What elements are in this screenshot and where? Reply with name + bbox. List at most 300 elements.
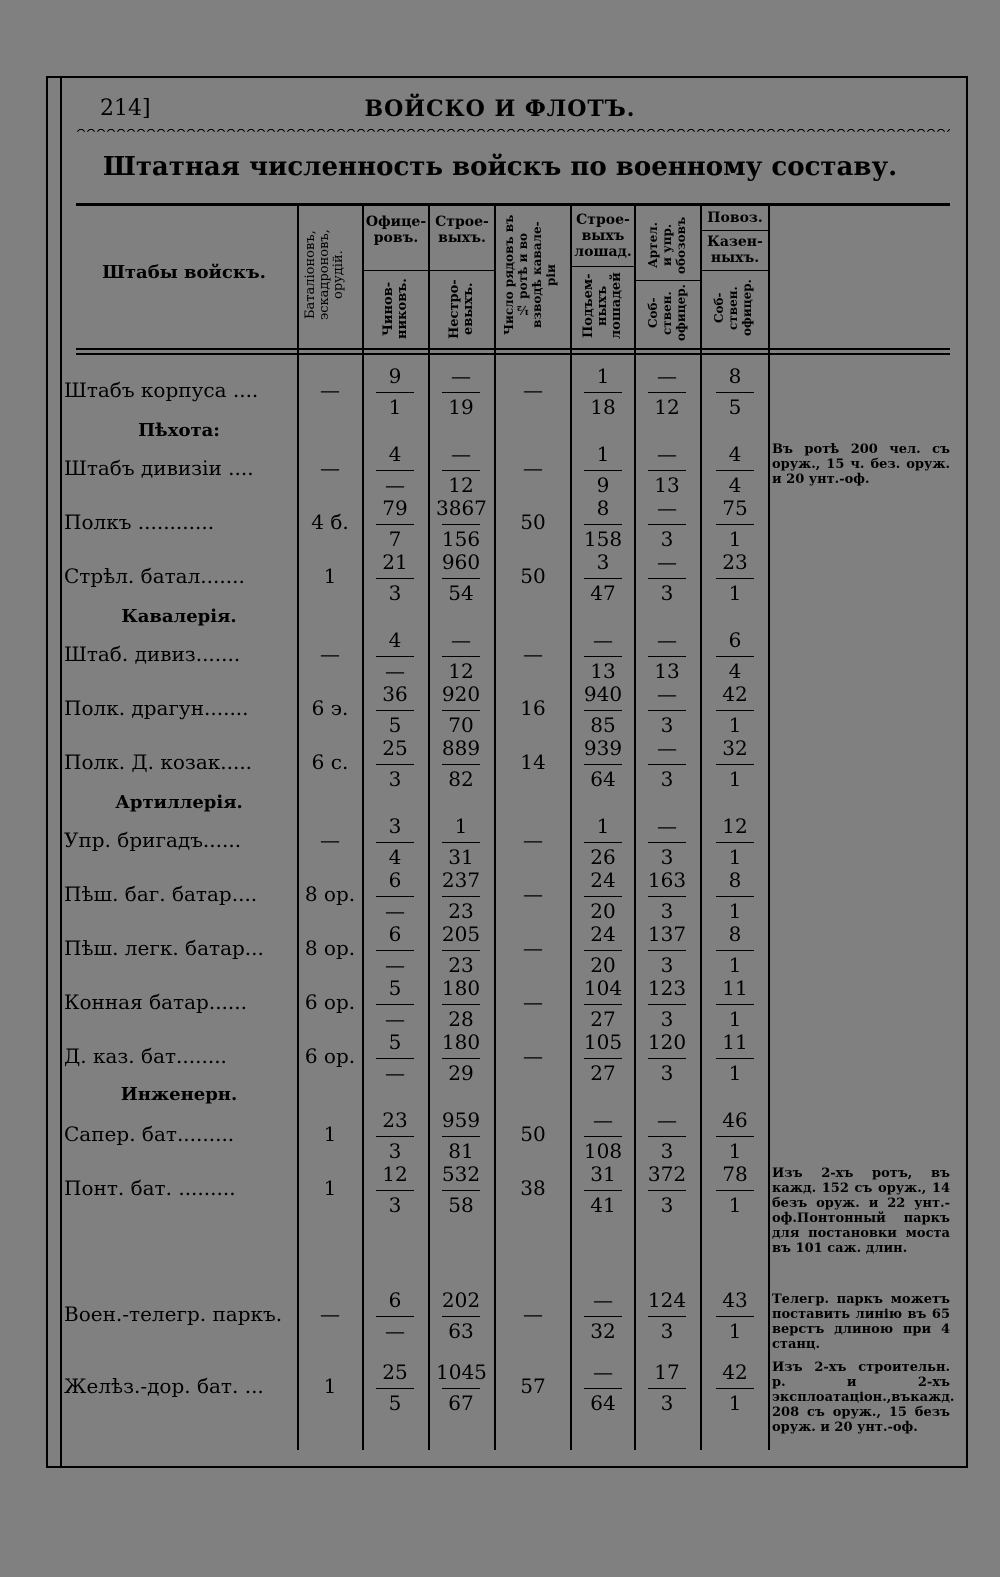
cell-officers-top: 21: [382, 550, 408, 574]
cell-combat: [436, 736, 486, 793]
cell-artel: [642, 814, 692, 871]
cell-officers-bar: [376, 578, 414, 579]
cell-officers-bottom: 3: [388, 767, 402, 791]
cell-rows-count: —: [523, 1302, 543, 1326]
cell-officers-bar: [376, 656, 414, 657]
cell-artel-bar: [648, 1388, 686, 1389]
cell-combat: [436, 364, 486, 421]
cell-convoy-top: 42: [722, 682, 748, 706]
cell-officers-bar: [376, 1388, 414, 1389]
cell-combat-bar: [442, 1388, 480, 1389]
cell-convoy: [710, 442, 760, 499]
cell-horses-bottom: 27: [590, 1061, 616, 1085]
cell-horses-top: 939: [583, 736, 623, 760]
cell-artel-bar: [648, 524, 686, 525]
cell-horses-top: 24: [590, 868, 616, 892]
cell-convoy: [710, 1162, 760, 1219]
cell-artel: [642, 628, 692, 685]
cell-convoy: [710, 814, 760, 871]
cell-officers-top: 23: [382, 1108, 408, 1132]
table-title: Штатная численность войскъ по военному составу.: [102, 152, 898, 182]
row-label: Д. каз. бат........: [64, 1044, 227, 1068]
cell-officers-bar: [376, 764, 414, 765]
note-pontoon: Изъ 2-хъ ротъ, въ кажд. 152 съ оруж., 14 безъ оруж. и 22 унт.-оф.Понтонный паркъ для постановки моста въ 101 саж. длин.: [772, 1166, 950, 1256]
cell-combat-bar: [442, 842, 480, 843]
cell-batallions: 8 ор.: [304, 936, 356, 960]
cell-combat: [436, 1162, 486, 1219]
cell-convoy: [710, 1360, 760, 1417]
cell-officers-bar: [376, 842, 414, 843]
cell-batallions: —: [320, 456, 340, 480]
cell-convoy-bar: [716, 1388, 754, 1389]
cell-officers: [370, 1030, 420, 1087]
cell-batallions: —: [320, 828, 340, 852]
cell-rows-count: —: [523, 882, 543, 906]
col-line: [570, 205, 572, 1450]
header-convoy-line: [702, 230, 768, 231]
cell-combat-bottom: 54: [448, 581, 474, 605]
cell-combat: [436, 682, 486, 739]
cell-horses-bar: [584, 1316, 622, 1317]
cell-officers-top: 25: [382, 736, 408, 760]
cell-artel-bottom: 12: [654, 395, 680, 419]
cell-officers-top: 5: [388, 1030, 402, 1054]
cell-artel: [642, 682, 692, 739]
cell-combat: [436, 868, 486, 925]
cell-combat-bar: [442, 950, 480, 951]
cell-officers: [370, 628, 420, 685]
note-railway: Изъ 2-хъ строительн. р. и 2-хъ эксплоатаціон.,въкажд. 208 съ оруж., 15 безъ оруж. и 20 унт.-оф.: [772, 1360, 955, 1435]
cell-convoy-bottom: 1: [728, 581, 742, 605]
cell-horses-bottom: 41: [590, 1193, 616, 1217]
cell-artel-bar: [648, 896, 686, 897]
cell-horses-top: 8: [596, 496, 610, 520]
cell-convoy-top: 8: [728, 868, 742, 892]
cell-combat-top: 920: [441, 682, 481, 706]
cell-horses-top: 104: [583, 976, 623, 1000]
cell-officers: [370, 1360, 420, 1417]
row-label: Сапер. бат.........: [64, 1122, 235, 1146]
cell-horses-bottom: 26: [590, 845, 616, 869]
cell-horses-bar: [584, 950, 622, 951]
cell-combat-bottom: 70: [448, 713, 474, 737]
cell-convoy-bottom: 1: [728, 713, 742, 737]
cell-horses: [578, 736, 628, 793]
header-officers-sub: Чинов- никовъ.: [381, 278, 410, 340]
cell-officers-bottom: —: [385, 473, 405, 497]
wavy-rule: [76, 124, 950, 136]
cell-rows-count: —: [523, 936, 543, 960]
note-telegraph: Телегр. паркъ можетъ поставить линію въ 65 верстъ длиною при 4 станц.: [772, 1292, 950, 1352]
cell-officers-bar: [376, 524, 414, 525]
cell-batallions: 6 ор.: [304, 990, 356, 1014]
cell-officers-bottom: —: [385, 899, 405, 923]
cell-convoy-top: 6: [728, 628, 742, 652]
cell-officers-top: 6: [388, 1288, 402, 1312]
cell-artel-top: —: [657, 814, 677, 838]
cell-officers: [370, 1162, 420, 1219]
cell-combat-bottom: 67: [448, 1391, 474, 1415]
cell-rows-count: —: [523, 642, 543, 666]
inner-border: [60, 78, 62, 1468]
cell-combat: [436, 496, 486, 553]
cell-horses-bar: [584, 710, 622, 711]
cell-rows-count: 57: [520, 1374, 546, 1398]
cell-convoy-bottom: 1: [728, 899, 742, 923]
cell-artel-bar: [648, 710, 686, 711]
cell-artel-bar: [648, 764, 686, 765]
cell-combat-bottom: 82: [448, 767, 474, 791]
cell-horses: [578, 496, 628, 553]
cell-horses-bottom: 18: [590, 395, 616, 419]
cell-rows-count: 38: [520, 1176, 546, 1200]
cell-artel: [642, 922, 692, 979]
col-line: [700, 205, 702, 1450]
cell-combat-top: 889: [441, 736, 481, 760]
cell-officers: [370, 1108, 420, 1165]
cell-artel: [642, 1030, 692, 1087]
cell-artel-top: —: [657, 496, 677, 520]
cell-officers-bar: [376, 1316, 414, 1317]
cell-convoy-bar: [716, 1190, 754, 1191]
cell-artel: [642, 976, 692, 1033]
cell-horses-bar: [584, 578, 622, 579]
cell-officers: [370, 814, 420, 871]
cell-combat-bar: [442, 1190, 480, 1191]
cell-convoy: [710, 922, 760, 979]
cell-artel-bar: [648, 1190, 686, 1191]
cell-convoy-top: 46: [722, 1108, 748, 1132]
cell-horses-bottom: 85: [590, 713, 616, 737]
cell-convoy: [710, 682, 760, 739]
section-cavalry: Кавалерія.: [121, 606, 237, 627]
cell-combat: [436, 550, 486, 607]
cell-combat-top: 1045: [436, 1360, 487, 1384]
row-label: Полкъ ............: [64, 510, 215, 534]
cell-horses-bottom: 20: [590, 899, 616, 923]
header-rule-1: [76, 348, 950, 350]
cell-horses-bottom: 64: [590, 767, 616, 791]
cell-convoy-bar: [716, 896, 754, 897]
cell-combat-bottom: 19: [448, 395, 474, 419]
cell-officers-top: 9: [388, 364, 402, 388]
cell-convoy-bottom: 1: [728, 1319, 742, 1343]
section-artillery: Артиллерія.: [115, 792, 243, 813]
header-convoy-sub: Соб- ствен. офицер.: [712, 279, 754, 337]
cell-horses-top: —: [593, 1360, 613, 1384]
cell-convoy: [710, 1108, 760, 1165]
cell-officers-bottom: —: [385, 1319, 405, 1343]
header-convoy-line2: [702, 270, 768, 271]
cell-combat-bar: [442, 764, 480, 765]
cell-artel-top: —: [657, 1108, 677, 1132]
cell-combat-bottom: 12: [448, 473, 474, 497]
cell-convoy-bottom: 5: [728, 395, 742, 419]
cell-horses-top: 31: [590, 1162, 616, 1186]
cell-horses: [578, 628, 628, 685]
cell-batallions: —: [320, 642, 340, 666]
cell-artel: [642, 496, 692, 553]
cell-officers-bar: [376, 1136, 414, 1137]
cell-horses-bottom: 27: [590, 1007, 616, 1031]
top-rule: [76, 203, 950, 206]
row-label: Пѣш. легк. батар...: [64, 936, 264, 960]
header-rule-2: [76, 353, 950, 355]
cell-officers-bottom: 5: [388, 713, 402, 737]
cell-convoy-bar: [716, 578, 754, 579]
cell-convoy: [710, 550, 760, 607]
cell-rows-count: 14: [520, 750, 546, 774]
cell-convoy: [710, 1030, 760, 1087]
cell-convoy-bar: [716, 1316, 754, 1317]
cell-combat-top: 205: [441, 922, 481, 946]
row-label: Стрѣл. батал.......: [64, 564, 245, 588]
cell-combat-top: 960: [441, 550, 481, 574]
cell-horses-bar: [584, 1136, 622, 1137]
running-title: ВОЙСКО И ФЛОТЪ.: [364, 96, 636, 122]
cell-officers-bar: [376, 710, 414, 711]
cell-convoy-top: 11: [722, 1030, 748, 1054]
header-horses-group: Строе- выхъ лошад.: [574, 212, 632, 260]
cell-artel-bar: [648, 656, 686, 657]
cell-artel-bar: [648, 470, 686, 471]
cell-officers-top: 5: [388, 976, 402, 1000]
cell-convoy-bottom: 1: [728, 845, 742, 869]
cell-combat-top: —: [451, 628, 471, 652]
cell-horses: [578, 814, 628, 871]
cell-combat-top: 959: [441, 1108, 481, 1132]
cell-convoy-top: 42: [722, 1360, 748, 1384]
cell-officers: [370, 364, 420, 421]
cell-convoy-bottom: 1: [728, 953, 742, 977]
cell-horses-bar: [584, 524, 622, 525]
cell-batallions: 8 ор.: [304, 882, 356, 906]
cell-combat: [436, 1108, 486, 1165]
cell-artel-bar: [648, 392, 686, 393]
cell-combat-bar: [442, 896, 480, 897]
cell-batallions: 6 с.: [311, 750, 349, 774]
cell-combat-bottom: 23: [448, 953, 474, 977]
cell-horses: [578, 682, 628, 739]
cell-horses-top: —: [593, 1108, 613, 1132]
cell-combat-top: 532: [441, 1162, 481, 1186]
cell-artel-bar: [648, 578, 686, 579]
cell-rows-count: 50: [520, 510, 546, 534]
cell-horses-top: —: [593, 1288, 613, 1312]
cell-artel-bottom: 3: [660, 1007, 674, 1031]
cell-officers: [370, 496, 420, 553]
row-label: Желѣз.-дор. бат. ...: [64, 1374, 264, 1398]
cell-officers-top: 4: [388, 628, 402, 652]
cell-convoy-bar: [716, 470, 754, 471]
cell-officers-top: 3: [388, 814, 402, 838]
cell-convoy-top: 78: [722, 1162, 748, 1186]
header-horses-sub: Подъем- ныхъ лошадей: [581, 272, 624, 340]
cell-artel-bottom: 3: [660, 1061, 674, 1085]
page-number: 214]: [100, 96, 151, 121]
cell-officers-bottom: —: [385, 659, 405, 683]
cell-convoy-top: 43: [722, 1288, 748, 1312]
cell-artel-top: —: [657, 550, 677, 574]
col-line: [428, 205, 430, 1450]
cell-horses: [578, 1108, 628, 1165]
cell-convoy: [710, 364, 760, 421]
cell-horses: [578, 442, 628, 499]
cell-convoy-top: 23: [722, 550, 748, 574]
row-label: Конная батар......: [64, 990, 247, 1014]
row-label: Понт. бат. .........: [64, 1176, 236, 1200]
cell-combat-top: 1: [454, 814, 468, 838]
cell-horses: [578, 1162, 628, 1219]
cell-horses-bar: [584, 896, 622, 897]
cell-horses-top: —: [593, 628, 613, 652]
cell-batallions: 6 ор.: [304, 1044, 356, 1068]
cell-artel: [642, 1288, 692, 1345]
cell-combat-bottom: 29: [448, 1061, 474, 1085]
cell-combat-top: 237: [441, 868, 481, 892]
cell-convoy-bar: [716, 710, 754, 711]
cell-officers-bottom: 3: [388, 1193, 402, 1217]
cell-horses-bottom: 158: [583, 527, 623, 551]
cell-convoy-bottom: 1: [728, 1061, 742, 1085]
cell-combat-bar: [442, 1136, 480, 1137]
cell-artel-top: 137: [647, 922, 687, 946]
cell-convoy-bar: [716, 1004, 754, 1005]
cell-combat-bottom: 63: [448, 1319, 474, 1343]
row-label: Полк. драгун.......: [64, 696, 249, 720]
header-main: Штабы войскъ.: [102, 262, 266, 283]
section-infantry: Пѣхота:: [138, 420, 220, 441]
cell-convoy-bottom: 4: [728, 659, 742, 683]
header-artel: Артел. и упр. обозовъ: [646, 216, 688, 274]
cell-officers: [370, 976, 420, 1033]
header-artel-line: [636, 280, 700, 281]
cell-combat-bar: [442, 392, 480, 393]
cell-artel-top: 124: [647, 1288, 687, 1312]
cell-combat: [436, 922, 486, 979]
cell-rows-count: 16: [520, 696, 546, 720]
cell-artel-bar: [648, 1004, 686, 1005]
cell-officers-bar: [376, 1058, 414, 1059]
cell-horses-bar: [584, 1190, 622, 1191]
cell-officers: [370, 442, 420, 499]
cell-artel-bar: [648, 1136, 686, 1137]
cell-combat-bottom: 12: [448, 659, 474, 683]
cell-officers-bottom: 5: [388, 1391, 402, 1415]
cell-artel-bar: [648, 842, 686, 843]
cell-combat-bar: [442, 524, 480, 525]
cell-horses-bar: [584, 764, 622, 765]
cell-horses: [578, 1030, 628, 1087]
cell-horses-top: 940: [583, 682, 623, 706]
header-rows-count: Число рядовъ въ ½ ротѣ и во взводѣ кавале- ріи: [502, 214, 558, 336]
cell-horses-top: 24: [590, 922, 616, 946]
cell-officers: [370, 736, 420, 793]
cell-officers: [370, 550, 420, 607]
cell-combat: [436, 976, 486, 1033]
cell-batallions: —: [320, 378, 340, 402]
cell-combat-top: 180: [441, 976, 481, 1000]
cell-batallions: 6 э.: [311, 696, 349, 720]
cell-officers-bottom: 4: [388, 845, 402, 869]
cell-combat-top: —: [451, 442, 471, 466]
cell-combat-bar: [442, 1058, 480, 1059]
cell-officers-bottom: —: [385, 1061, 405, 1085]
cell-combat-bar: [442, 578, 480, 579]
cell-officers-bottom: 7: [388, 527, 402, 551]
cell-horses-bottom: 108: [583, 1139, 623, 1163]
cell-horses: [578, 1288, 628, 1345]
cell-combat: [436, 1288, 486, 1345]
cell-artel-bottom: 13: [654, 659, 680, 683]
cell-artel-bottom: 3: [660, 1193, 674, 1217]
cell-horses-bar: [584, 1058, 622, 1059]
cell-convoy-bottom: 1: [728, 1391, 742, 1415]
cell-combat-bottom: 58: [448, 1193, 474, 1217]
cell-convoy-bar: [716, 392, 754, 393]
cell-horses-bottom: 9: [596, 473, 610, 497]
cell-artel-top: —: [657, 364, 677, 388]
cell-artel-top: 17: [654, 1360, 680, 1384]
cell-horses-bottom: 32: [590, 1319, 616, 1343]
cell-convoy-top: 75: [722, 496, 748, 520]
cell-combat-top: —: [451, 364, 471, 388]
cell-officers-bottom: —: [385, 1007, 405, 1031]
cell-batallions: 4 б.: [311, 510, 349, 534]
cell-artel: [642, 550, 692, 607]
cell-convoy: [710, 976, 760, 1033]
cell-horses-top: 105: [583, 1030, 623, 1054]
cell-artel-bar: [648, 950, 686, 951]
header-officers-group: Офице- ровъ.: [365, 214, 427, 246]
cell-rows-count: —: [523, 990, 543, 1014]
cell-horses-bar: [584, 1004, 622, 1005]
cell-artel-top: 120: [647, 1030, 687, 1054]
cell-officers-top: 25: [382, 1360, 408, 1384]
cell-artel-bottom: 3: [660, 527, 674, 551]
cell-convoy: [710, 1288, 760, 1345]
cell-officers-bottom: 3: [388, 1139, 402, 1163]
cell-officers-bar: [376, 896, 414, 897]
cell-convoy-bar: [716, 524, 754, 525]
cell-artel-bottom: 3: [660, 1139, 674, 1163]
cell-horses-top: 1: [596, 814, 610, 838]
cell-officers-bar: [376, 470, 414, 471]
cell-horses: [578, 364, 628, 421]
cell-artel-top: 123: [647, 976, 687, 1000]
cell-horses: [578, 1360, 628, 1417]
cell-horses-bottom: 20: [590, 953, 616, 977]
cell-convoy-bar: [716, 656, 754, 657]
cell-rows-count: —: [523, 828, 543, 852]
cell-convoy-top: 8: [728, 364, 742, 388]
cell-convoy-bottom: 1: [728, 1193, 742, 1217]
cell-convoy-top: 8: [728, 922, 742, 946]
cell-combat-top: 180: [441, 1030, 481, 1054]
cell-convoy: [710, 496, 760, 553]
cell-combat-bar: [442, 1004, 480, 1005]
cell-convoy-bar: [716, 764, 754, 765]
cell-officers-top: 6: [388, 922, 402, 946]
cell-horses: [578, 976, 628, 1033]
cell-horses-top: 1: [596, 442, 610, 466]
cell-combat: [436, 442, 486, 499]
cell-convoy: [710, 628, 760, 685]
cell-combat-top: 202: [441, 1288, 481, 1312]
cell-officers-bar: [376, 950, 414, 951]
cell-combat: [436, 628, 486, 685]
cell-artel: [642, 868, 692, 925]
